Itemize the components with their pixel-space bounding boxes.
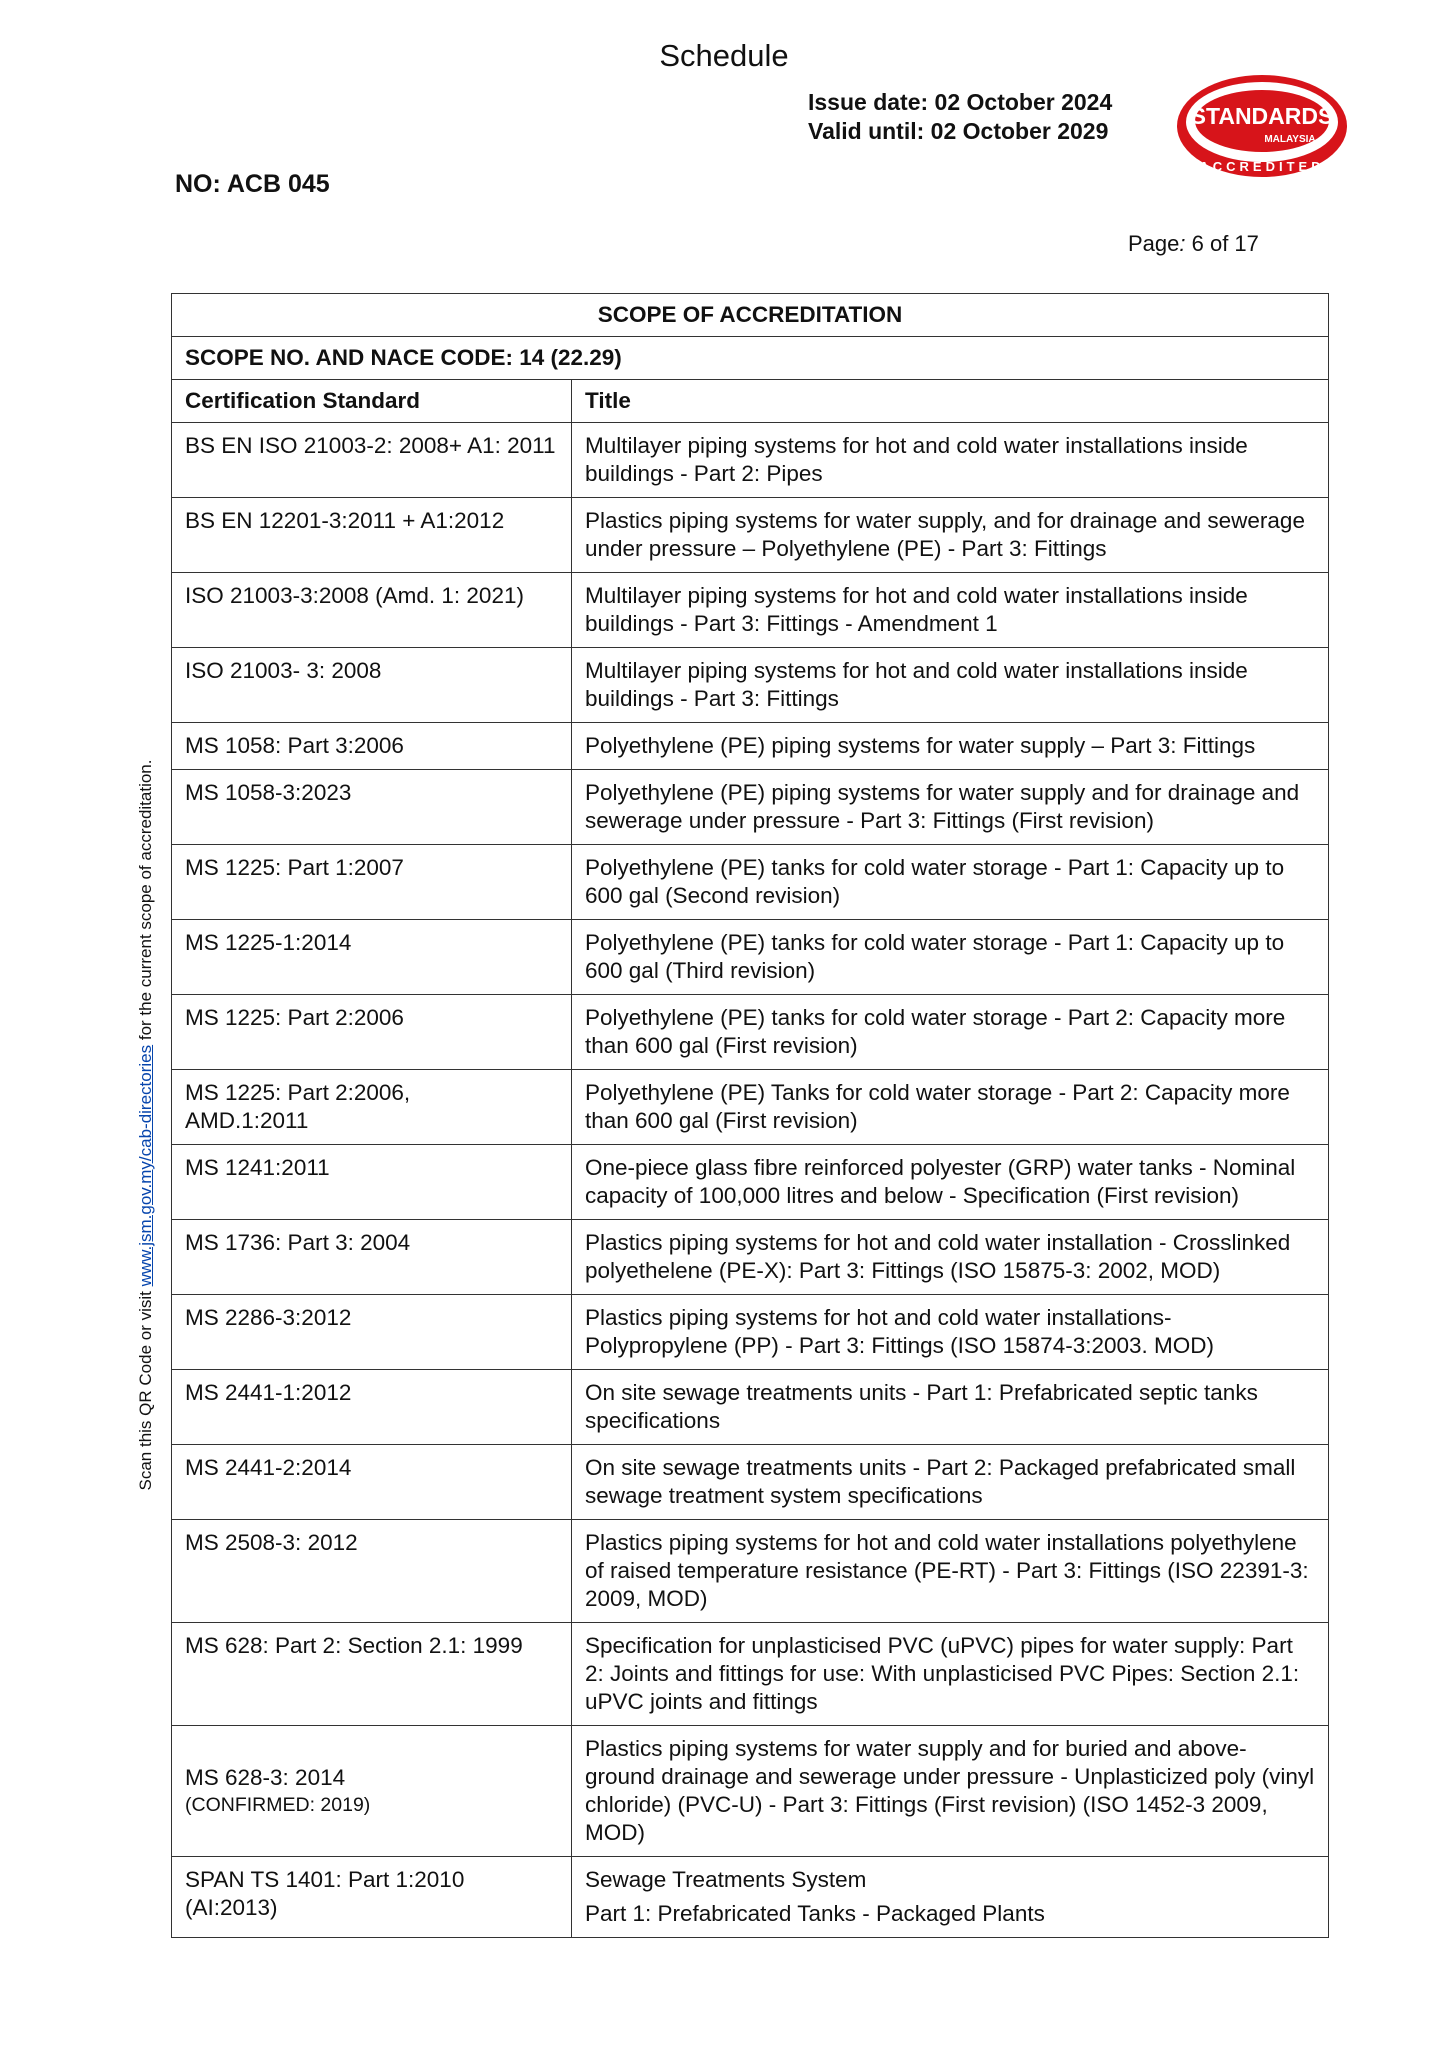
scope-code: SCOPE NO. AND NACE CODE: 14 (22.29) [172, 337, 1329, 380]
table-row [172, 845, 1329, 920]
column-header-title: Title [572, 380, 1329, 423]
title-cell: Plastics piping systems for hot and cold water installations polyethylene of raised temperature resistance (PE-RT) - Part 3: Fittings (ISO 22391-3: 2009, MOD) [572, 1520, 1329, 1623]
table-row [172, 1070, 1329, 1145]
title-cell: On site sewage treatments units - Part 1: Prefabricated septic tanks specifications [572, 1370, 1329, 1445]
logo-ring-text: ACCREDITED [1199, 159, 1325, 174]
document-title: Schedule [659, 38, 789, 73]
standard-cell: MS 2286-3:2012 [172, 1295, 572, 1370]
table-row [172, 1295, 1329, 1370]
title-cell: Polyethylene (PE) tanks for cold water storage - Part 2: Capacity more than 600 gal (First revision) [572, 995, 1329, 1070]
standard-cell: BS EN ISO 21003-2: 2008+ A1: 2011 [172, 423, 572, 498]
column-header-row [172, 380, 1329, 423]
table-row [172, 1445, 1329, 1520]
table-row [172, 1220, 1329, 1295]
standard-cell: MS 2441-1:2012 [172, 1370, 572, 1445]
table-row [172, 1726, 1329, 1857]
title-cell: Multilayer piping systems for hot and cold water installations inside buildings - Part 3: Fittings - Amendment 1 [572, 573, 1329, 648]
standards-malaysia-accredited-logo [1174, 72, 1350, 180]
standard-cell: MS 2441-2:2014 [172, 1445, 572, 1520]
standard-cell: MS 1736: Part 3: 2004 [172, 1220, 572, 1295]
logo-country-text: MALAYSIA [1264, 134, 1316, 145]
standard-cell: MS 1058: Part 3:2006 [172, 723, 572, 770]
standard-cell: MS 1225: Part 2:2006 [172, 995, 572, 1070]
title-cell: Specification for unplasticised PVC (uPVC) pipes for water supply: Part 2: Joints and fittings for use: With unplasticised PVC Pipes: Section 2.1: uPVC joints and fittings [572, 1623, 1329, 1726]
page-number [1128, 231, 1259, 257]
standard-cell: MS 2508-3: 2012 [172, 1520, 572, 1623]
title-cell: Polyethylene (PE) tanks for cold water storage - Part 1: Capacity up to 600 gal (Third revision) [572, 920, 1329, 995]
page-label: Page [1128, 231, 1180, 256]
standard-cell [172, 1726, 572, 1857]
standard-cell: BS EN 12201-3:2011 + A1:2012 [172, 498, 572, 573]
standard-cell [172, 1070, 572, 1145]
standard-amendment: (AI:2013) [185, 1895, 278, 1920]
standard-cell: MS 628: Part 2: Section 2.1: 1999 [172, 1623, 572, 1726]
standard-line: MS 1225: Part 2:2006, [185, 1080, 411, 1105]
side-note-before: Scan this QR Code or visit [136, 1286, 155, 1491]
table-row [172, 770, 1329, 845]
standard-cell: MS 1241:2011 [172, 1145, 572, 1220]
table-heading: SCOPE OF ACCREDITATION [172, 294, 1329, 337]
title-cell: Polyethylene (PE) piping systems for water supply – Part 3: Fittings [572, 723, 1329, 770]
title-cell: Plastics piping systems for hot and cold water installations- Polypropylene (PP) - Part 3: Fittings (ISO 15874-3:2003. MOD) [572, 1295, 1329, 1370]
standard-cell: ISO 21003-3:2008 (Amd. 1: 2021) [172, 573, 572, 648]
table-row [172, 995, 1329, 1070]
table-row [172, 723, 1329, 770]
title-cell [572, 1857, 1329, 1938]
standard-line: MS 628-3: 2014 [185, 1765, 346, 1790]
logo-brand-text: STANDARDS [1190, 103, 1334, 129]
table-row [172, 498, 1329, 573]
title-cell: Polyethylene (PE) tanks for cold water storage - Part 1: Capacity up to 600 gal (Second revision) [572, 845, 1329, 920]
side-note-after: for the current scope of accreditation. [136, 759, 155, 1045]
standard-confirmed-note: (CONFIRMED: 2019) [185, 1794, 371, 1816]
standard-cell: ISO 21003- 3: 2008 [172, 648, 572, 723]
table-row [172, 1145, 1329, 1220]
column-header-standard: Certification Standard [172, 380, 572, 423]
table-row [172, 1623, 1329, 1726]
scope-table [171, 293, 1329, 1938]
cab-directories-link[interactable]: www.jsm.gov.my/cab-directories [136, 1044, 155, 1287]
table-row [172, 1520, 1329, 1623]
qr-side-note [136, 760, 156, 1491]
title-cell: Multilayer piping systems for hot and cold water installations inside buildings - Part 2: Pipes [572, 423, 1329, 498]
title-cell: Plastics piping systems for water supply, and for drainage and sewerage under pressure – Polyethylene (PE) - Part 3: Fittings [572, 498, 1329, 573]
valid-until: Valid until: 02 October 2029 [808, 118, 1109, 144]
table-row [172, 423, 1329, 498]
page-separator: : [1179, 231, 1186, 256]
table-row [172, 573, 1329, 648]
title-line: Sewage Treatments System [585, 1867, 867, 1892]
title-cell: Plastics piping systems for hot and cold water installation - Crosslinked polyethelene (PE-X): Part 3: Fittings (ISO 15875-3: 2002, MOD) [572, 1220, 1329, 1295]
title-cell: Polyethylene (PE) piping systems for water supply and for drainage and sewerage under pressure - Part 3: Fittings (First revision) [572, 770, 1329, 845]
scope-code-row [172, 337, 1329, 380]
title-cell: On site sewage treatments units - Part 2: Packaged prefabricated small sewage treatment system specifications [572, 1445, 1329, 1520]
title-cell: One-piece glass fibre reinforced polyester (GRP) water tanks - Nominal capacity of 100,000 litres and below - Specification (First revision) [572, 1145, 1329, 1220]
table-row [172, 1857, 1329, 1938]
standard-amendment: AMD.1:2011 [185, 1108, 309, 1133]
date-block [808, 88, 1112, 146]
standard-cell: MS 1058-3:2023 [172, 770, 572, 845]
standard-line: SPAN TS 1401: Part 1:2010 [185, 1867, 465, 1892]
title-cell: Plastics piping systems for water supply and for buried and above-ground drainage and sewerage under pressure - Unplasticized poly (vinyl chloride) (PVC-U) - Part 3: Fittings (First revision) (ISO 1452-3 2009, MOD) [572, 1726, 1329, 1857]
standard-cell: MS 1225: Part 1:2007 [172, 845, 572, 920]
table-row [172, 1370, 1329, 1445]
table-heading-row [172, 294, 1329, 337]
issue-date: Issue date: 02 October 2024 [808, 89, 1113, 115]
page-value: 6 of 17 [1185, 231, 1259, 256]
table-row [172, 920, 1329, 995]
title-cell: Polyethylene (PE) Tanks for cold water storage - Part 2: Capacity more than 600 gal (First revision) [572, 1070, 1329, 1145]
title-cell: Multilayer piping systems for hot and cold water installations inside buildings - Part 3: Fittings [572, 648, 1329, 723]
certificate-number: NO: ACB 045 [175, 170, 330, 198]
standard-cell: MS 1225-1:2014 [172, 920, 572, 995]
standard-cell [172, 1857, 572, 1938]
title-part: Part 1: Prefabricated Tanks - Packaged Plants [585, 1901, 1045, 1926]
table-row [172, 648, 1329, 723]
